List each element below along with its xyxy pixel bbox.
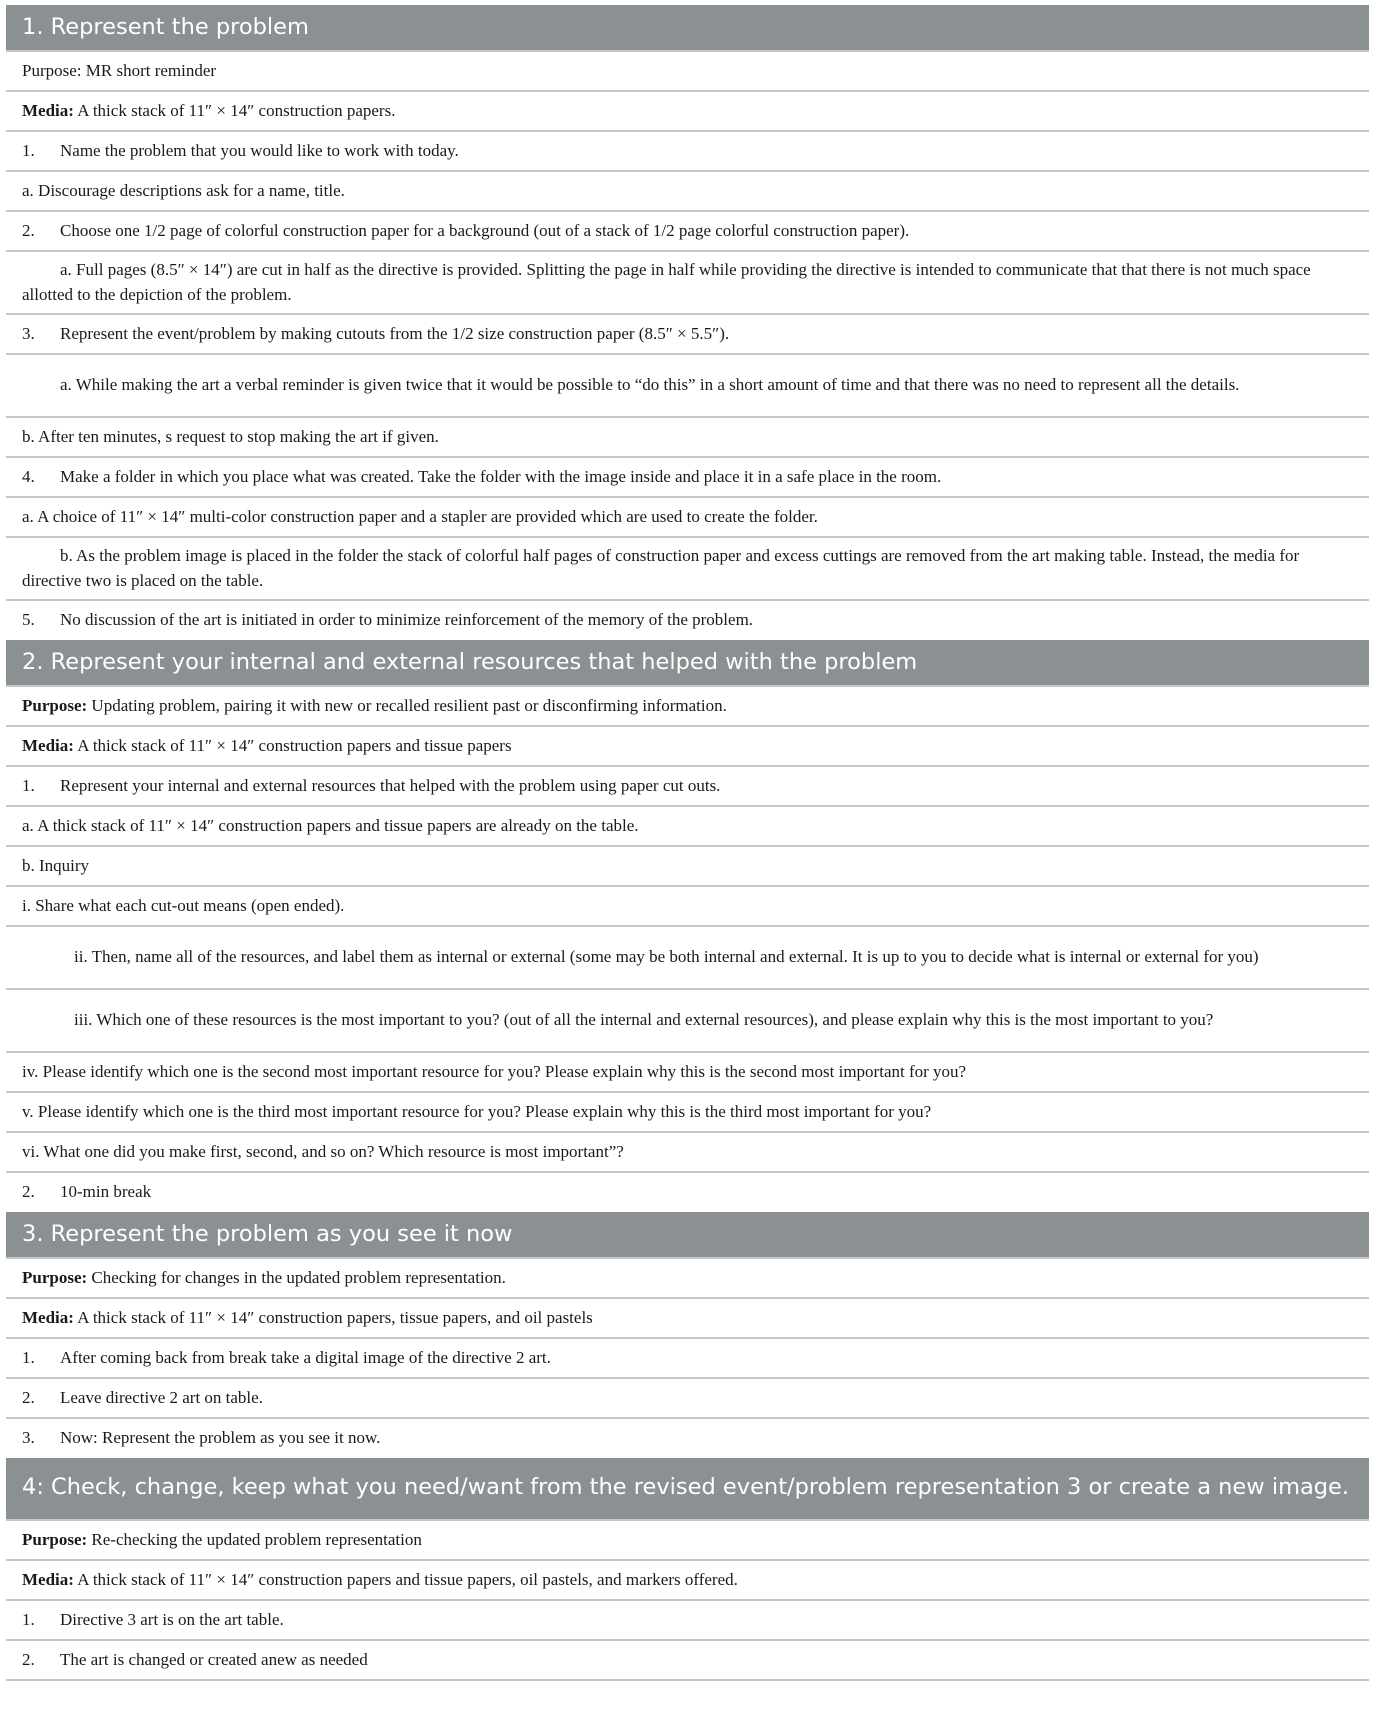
substep-text: b. As the problem image is placed in the folder the stack of colorful half pages of construction paper and excess cuttings are removed from the art making table. Instead, the media for directive two is placed on the table.	[22, 546, 1300, 590]
purpose-row	[6, 51, 1369, 91]
subsubstep-row	[6, 1132, 1369, 1172]
step-row	[6, 457, 1369, 497]
step-text: The art is changed or created anew as needed	[60, 1649, 368, 1669]
subsubstep-text: vi. What one did you make first, second, and so on? Which resource is most important”?	[6, 1132, 1369, 1172]
section-header-row	[6, 5, 1369, 51]
step-text: Name the problem that you would like to work with today.	[60, 140, 459, 160]
section-title: 3. Represent the problem as you see it now	[6, 1212, 1369, 1258]
purpose-label: Purpose:	[22, 1529, 88, 1549]
step-row	[6, 1378, 1369, 1418]
step-row	[6, 766, 1369, 806]
purpose-row	[6, 1520, 1369, 1560]
media-label: Media:	[22, 1569, 74, 1589]
media-label: Media:	[22, 1307, 74, 1327]
purpose-text: Re-checking the updated problem representation	[87, 1529, 422, 1549]
step-number: 3.	[22, 323, 35, 343]
purpose-label: Purpose:	[22, 1267, 88, 1287]
media-text: A thick stack of 11″ × 14″ construction papers.	[73, 100, 396, 120]
substep-row	[6, 497, 1369, 537]
media-text: A thick stack of 11″ × 14″ construction papers and tissue papers, oil pastels, and markers offered.	[73, 1569, 738, 1589]
subsubstep-text: v. Please identify which one is the third most important resource for you? Please explain why this is the third most important for you?	[6, 1092, 1369, 1132]
subsubstep-text: iii. Which one of these resources is the most important to you? (out of all the internal and external resources), and please explain why this is the most important to you?	[74, 1010, 1214, 1030]
subsubstep-row	[6, 1052, 1369, 1092]
directives-table	[6, 5, 1369, 1681]
step-number: 4.	[22, 466, 35, 486]
media-row	[6, 91, 1369, 131]
purpose-row	[6, 1258, 1369, 1298]
step-text: Directive 3 art is on the art table.	[60, 1609, 284, 1629]
step-text: Represent your internal and external resources that helped with the problem using paper cut outs.	[60, 775, 721, 795]
step-number: 1.	[22, 775, 35, 795]
section-header-row	[6, 1458, 1369, 1520]
step-number: 1.	[22, 1609, 35, 1629]
step-number: 3.	[22, 1428, 35, 1448]
purpose-text: Updating problem, pairing it with new or recalled resilient past or disconfirming information.	[87, 695, 727, 715]
substep-text: a. Discourage descriptions ask for a name, title.	[6, 171, 1369, 211]
step-text: Leave directive 2 art on table.	[60, 1387, 263, 1407]
section-title: 1. Represent the problem	[6, 5, 1369, 51]
substep-text: a. A choice of 11″ × 14″ multi-color construction paper and a stapler are provided which are used to create the folder.	[6, 497, 1369, 537]
substep-text: a. While making the art a verbal reminder is given twice that it would be possible to “do this” in a short amount of time and that there was no need to represent all the details.	[60, 375, 1240, 395]
step-row	[6, 1418, 1369, 1458]
step-text: No discussion of the art is initiated in order to minimize reinforcement of the memory of the problem.	[60, 610, 754, 630]
section-header-row	[6, 640, 1369, 686]
step-row	[6, 1600, 1369, 1640]
section-title: 4: Check, change, keep what you need/want from the revised event/problem representation 3 or create a new image.	[6, 1458, 1369, 1520]
substep-row	[6, 846, 1369, 886]
substep-text: a. Full pages (8.5″ × 14″) are cut in half as the directive is provided. Splitting the page in half while providing the directive is intended to communicate that that there is not much space allotted to the depiction of the problem.	[22, 260, 1311, 304]
substep-text: b. Inquiry	[6, 846, 1369, 886]
step-row	[6, 131, 1369, 171]
step-number: 2.	[22, 220, 35, 240]
substep-row	[6, 171, 1369, 211]
substep-row	[6, 354, 1369, 417]
media-row	[6, 1560, 1369, 1600]
subsubstep-row	[6, 1092, 1369, 1132]
substep-row	[6, 251, 1369, 314]
media-text: A thick stack of 11″ × 14″ construction papers, tissue papers, and oil pastels	[73, 1307, 593, 1327]
purpose-row	[6, 686, 1369, 726]
subsubstep-text: i. Share what each cut-out means (open ended).	[6, 886, 1369, 926]
step-number: 2.	[22, 1387, 35, 1407]
step-text: Make a folder in which you place what was created. Take the folder with the image inside and place it in a safe place in the room.	[60, 466, 942, 486]
step-text: 10-min break	[60, 1182, 152, 1202]
substep-row	[6, 537, 1369, 600]
step-row	[6, 314, 1369, 354]
purpose-label: Purpose:	[22, 695, 88, 715]
step-row	[6, 1640, 1369, 1680]
media-label: Media:	[22, 735, 74, 755]
substep-text: a. A thick stack of 11″ × 14″ construction papers and tissue papers are already on the table.	[6, 806, 1369, 846]
step-number: 2.	[22, 1182, 35, 1202]
subsubstep-text: iv. Please identify which one is the second most important resource for you? Please explain why this is the second most important for you?	[6, 1052, 1369, 1092]
subsubstep-text: ii. Then, name all of the resources, and label them as internal or external (some may be both internal and external. It is up to you to decide what is internal or external for you)	[74, 947, 1259, 967]
step-number: 1.	[22, 1347, 35, 1367]
step-row	[6, 1172, 1369, 1212]
subsubstep-row	[6, 886, 1369, 926]
subsubstep-row	[6, 926, 1369, 989]
step-row	[6, 600, 1369, 640]
step-row	[6, 1338, 1369, 1378]
purpose-text: Checking for changes in the updated problem representation.	[87, 1267, 506, 1287]
step-number: 5.	[22, 610, 35, 630]
media-text: A thick stack of 11″ × 14″ construction papers and tissue papers	[73, 735, 512, 755]
section-title: 2. Represent your internal and external resources that helped with the problem	[6, 640, 1369, 686]
step-row	[6, 211, 1369, 251]
media-label: Media:	[22, 100, 74, 120]
substep-text: b. After ten minutes, s request to stop making the art if given.	[6, 417, 1369, 457]
step-text: Represent the event/problem by making cutouts from the 1/2 size construction paper (8.5″ × 5.5″).	[60, 323, 730, 343]
media-row	[6, 726, 1369, 766]
step-text: Choose one 1/2 page of colorful construction paper for a background (out of a stack of 1/2 page colorful construction paper).	[60, 220, 910, 240]
subsubstep-row	[6, 989, 1369, 1052]
section-header-row	[6, 1212, 1369, 1258]
step-number: 2.	[22, 1649, 35, 1669]
purpose-text: Purpose: MR short reminder	[22, 60, 217, 80]
media-row	[6, 1298, 1369, 1338]
step-text: Now: Represent the problem as you see it now.	[60, 1428, 381, 1448]
substep-row	[6, 417, 1369, 457]
step-text: After coming back from break take a digital image of the directive 2 art.	[60, 1347, 551, 1367]
substep-row	[6, 806, 1369, 846]
step-number: 1.	[22, 140, 35, 160]
